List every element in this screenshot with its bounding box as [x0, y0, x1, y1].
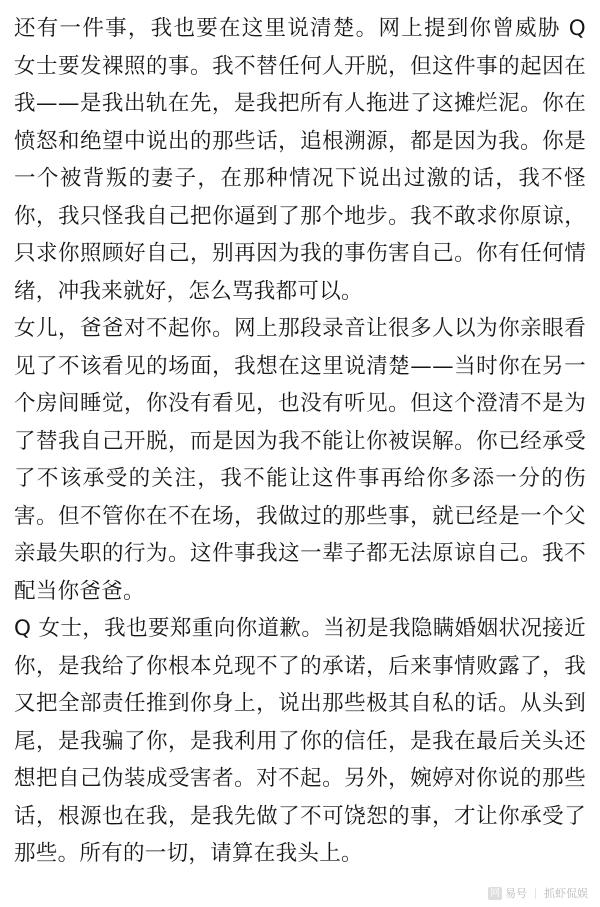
brand-label: 易号	[505, 887, 527, 900]
source-label: 抓虾侃娱	[544, 887, 588, 900]
watermark-divider	[535, 888, 536, 899]
brand-watermark	[488, 885, 527, 901]
document-body	[14, 10, 586, 873]
brand-icon: 网	[490, 887, 500, 899]
paragraph: Q 女士，我也要郑重向你道歉。当初是我隐瞒婚姻状况接近你，是我给了你根本兑现不了的承诺，后来事情败露了，我又把全部责任推到你身上，说出那些极其自私的话。从头到尾，是我骗了你，是我利用了你的信任，是我在最后关头还想把自己伪装成受害者。对不起。另外，婉婷对你说的那些话，根源也在我，是我先做了不可饶恕的事，才让你承受了那些。所有的一切，请算在我头上。	[14, 616, 586, 866]
source-watermark	[544, 885, 588, 901]
paragraph: 女儿，爸爸对不起你。网上那段录音让很多人以为你亲眼看见了不该看见的场面，我想在这里说清楚——当时你在另一个房间睡觉，你没有看见，也没有听见。但这个澄清不是为了替我自己开脱，而是因为我不能让你被误解。你已经承受了不该承受的关注，我不能让这件事再给你多添一分的伤害。但不管你在不在场，我做过的那些事，就已经是一个父亲最失职的行为。这件事我这一辈子都无法原谅自己。我不配当你爸爸。	[14, 316, 586, 604]
watermark	[488, 885, 588, 901]
paragraph: 还有一件事，我也要在这里说清楚。网上提到你曾威胁 Q 女士要发裸照的事。我不替任何人开脱，但这件事的起因在我——是我出轨在先，是我把所有人拖进了这摊烂泥。你在愤怒和绝望中说出的那些话，追根溯源，都是因为我。你是一个被背叛的妻子，在那种情况下说出过激的话，我不怪你，我只怪我自己把你逼到了那个地步。我不敢求你原谅，只求你照顾好自己，别再因为我的事伤害自己。你有任何情绪，冲我来就好，怎么骂我都可以。	[14, 16, 586, 304]
